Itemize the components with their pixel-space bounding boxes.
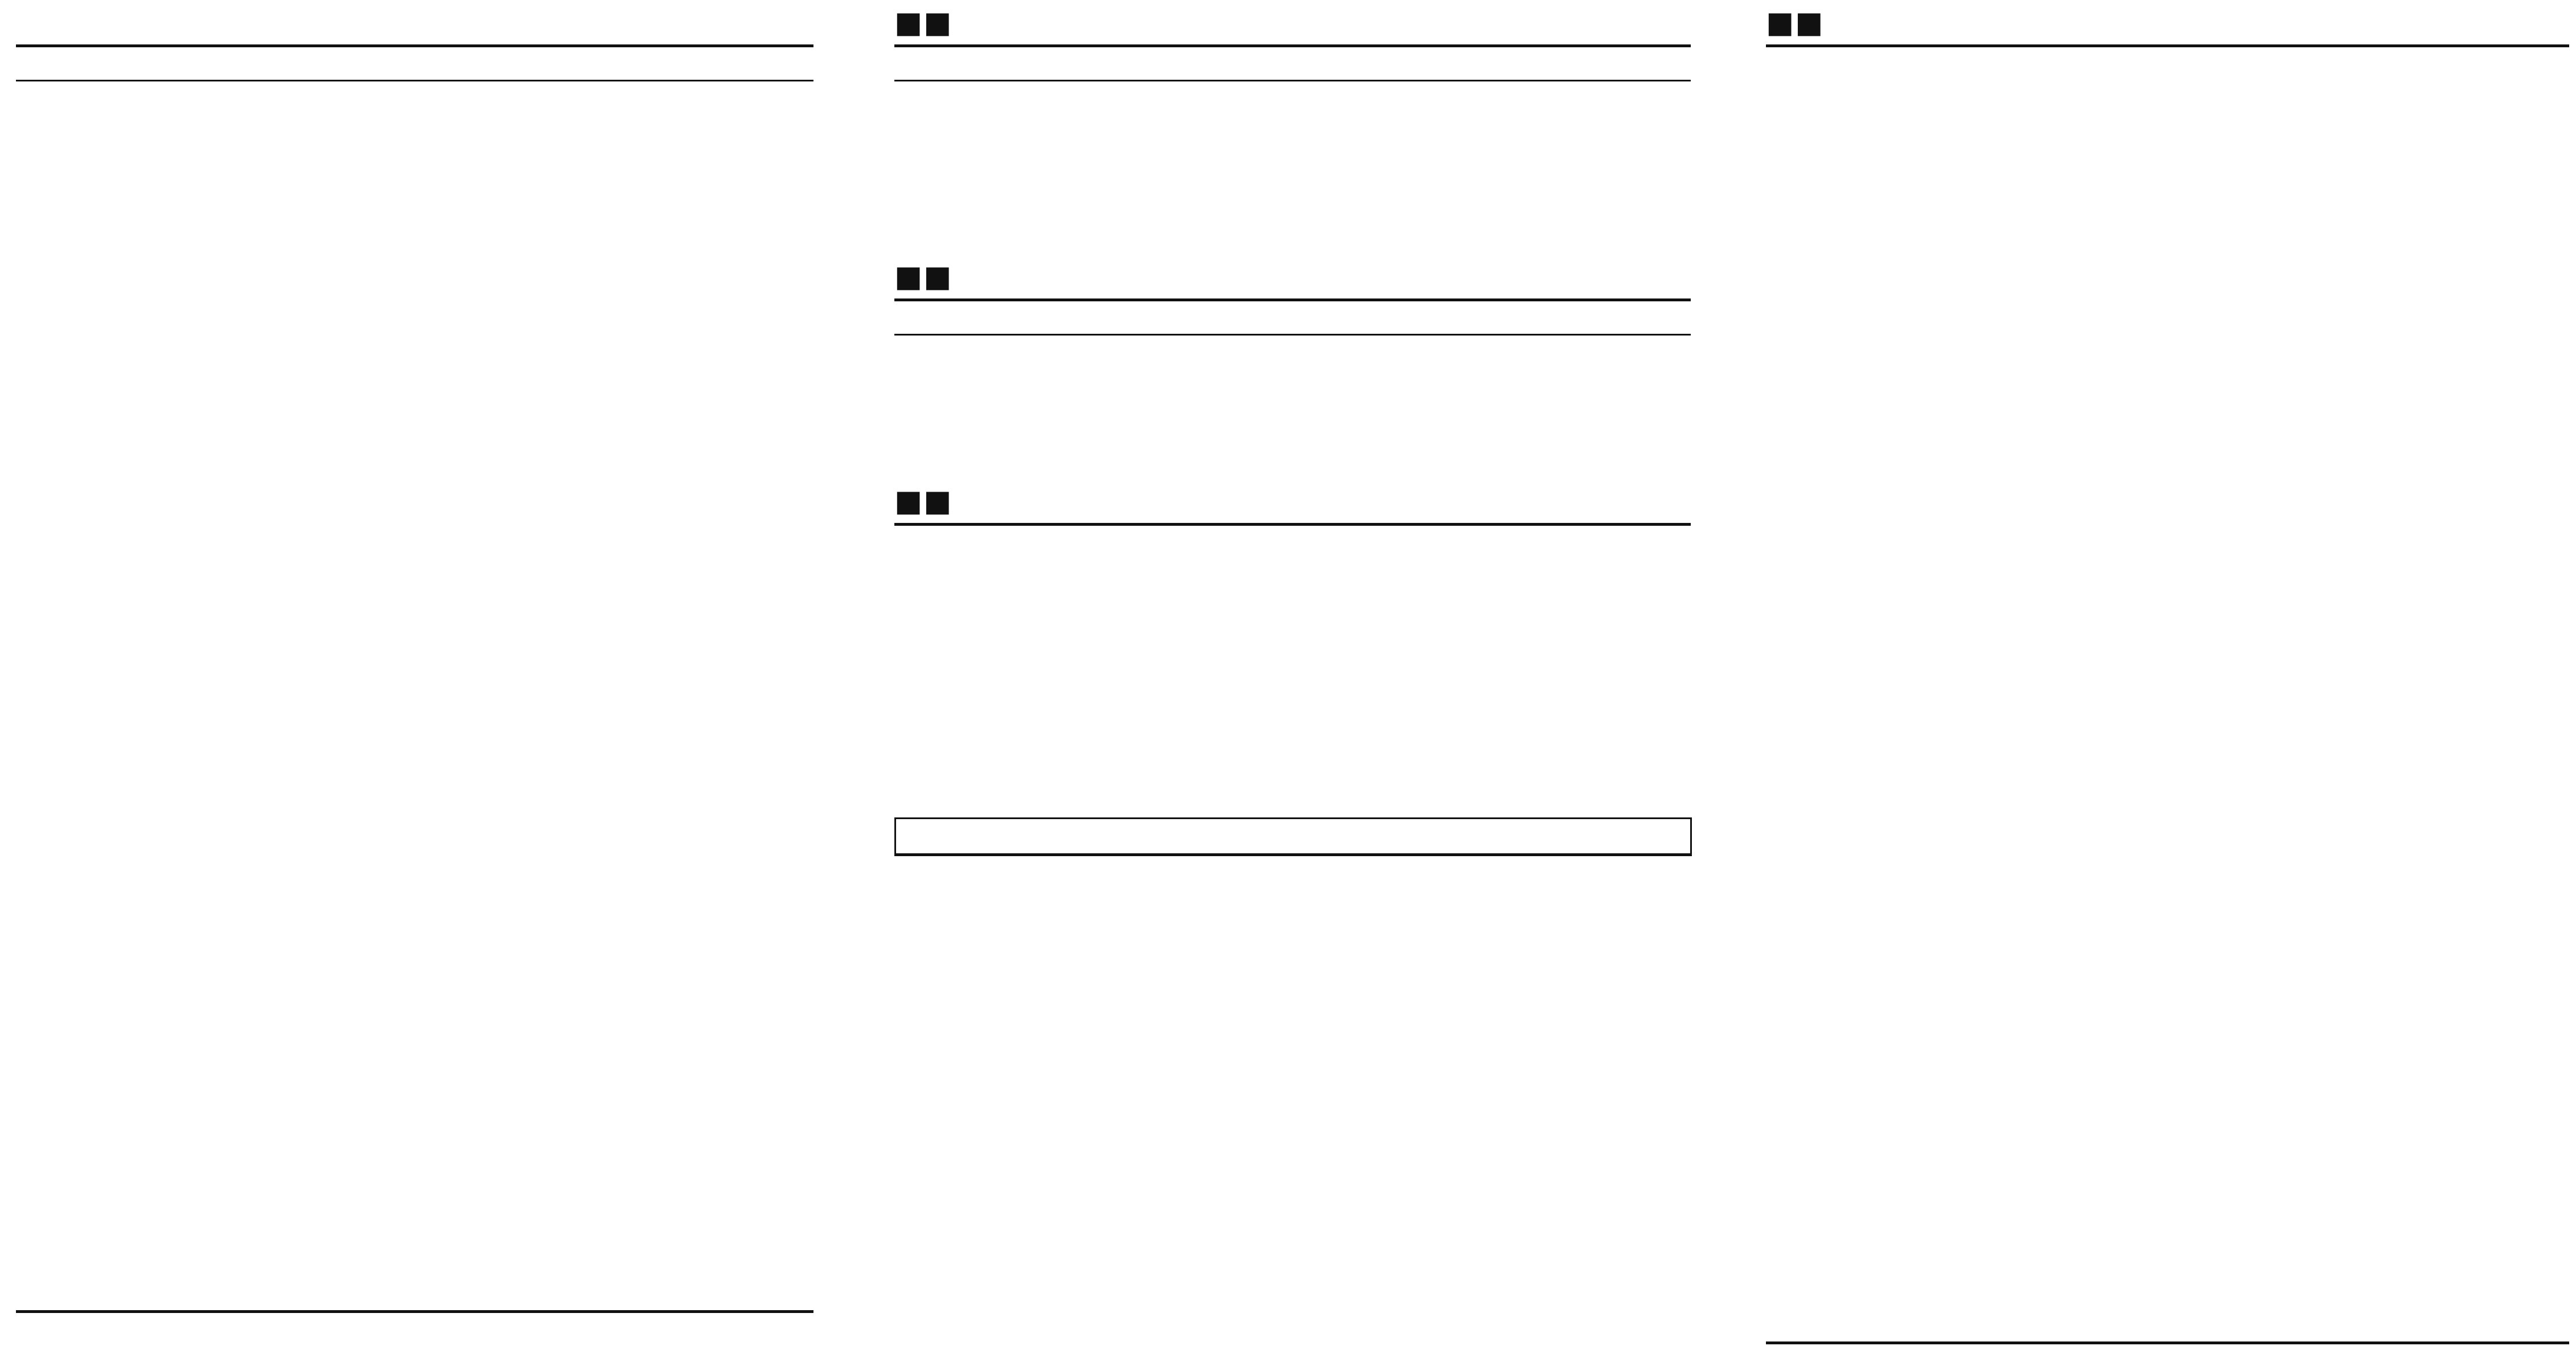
standing-note <box>16 1310 813 1353</box>
morning-time-row <box>16 49 813 81</box>
wednesday-worship-header: ■■ <box>894 260 1691 301</box>
prayer-topics-column <box>1766 0 2569 1358</box>
morning-worship-column <box>16 0 813 1358</box>
morning-worship-header <box>16 6 813 47</box>
dawn-worship-header: ■■ <box>894 484 1691 526</box>
other-worship-column <box>894 0 1691 1358</box>
afternoon-worship-header: ■■ <box>894 6 1691 47</box>
prayer-topics-header: ■■ <box>1766 6 2569 47</box>
wednesday-time-row <box>894 303 1691 336</box>
memory-verses-title <box>896 819 1690 854</box>
memory-verses-box <box>894 817 1692 856</box>
afternoon-time-row <box>894 49 1691 81</box>
bottom-rule <box>1766 1341 2569 1344</box>
